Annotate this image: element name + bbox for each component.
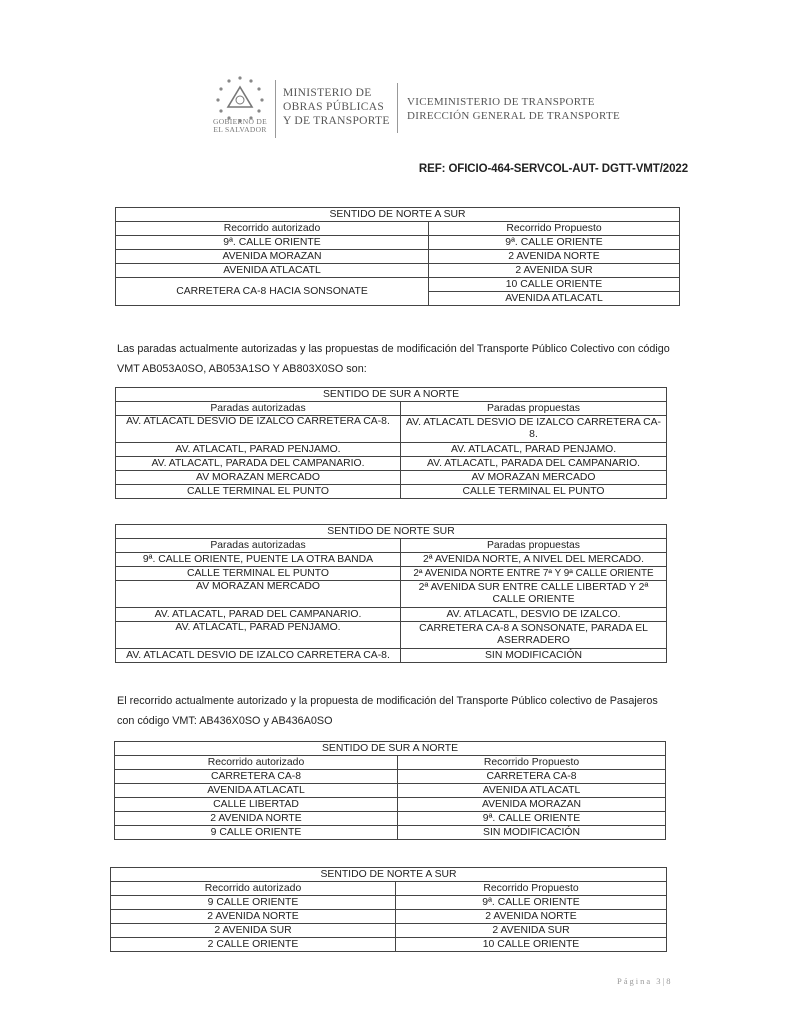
table-cell: CARRETERA CA-8	[115, 770, 398, 784]
column-header: Paradas autorizadas	[116, 539, 401, 553]
table-cell: 2 CALLE ORIENTE	[111, 938, 396, 952]
table-cell: AV MORAZAN MERCADO	[116, 471, 401, 485]
table-cell: AV MORAZAN MERCADO	[401, 471, 667, 485]
table-cell: AV. ATLACATL, PARAD PENJAMO.	[116, 443, 401, 457]
table-cell: SIN MODIFICACIÓN	[401, 649, 667, 663]
table-cell: AVENIDA ATLACATL	[115, 784, 398, 798]
column-header: Paradas propuestas	[401, 539, 667, 553]
column-header: Paradas autorizadas	[116, 402, 401, 416]
table-cell: AV. ATLACATL, PARAD PENJAMO.	[401, 443, 667, 457]
route-table-north-south	[115, 207, 680, 306]
table-cell: 10 CALLE ORIENTE	[396, 938, 667, 952]
table-cell: 10 CALLE ORIENTE	[429, 278, 680, 292]
table-cell: 9ª. CALLE ORIENTE	[429, 236, 680, 250]
table-cell: AV. ATLACATL, PARAD DEL CAMPANARIO.	[116, 608, 401, 622]
table-title: SENTIDO DE SUR A NORTE	[115, 742, 666, 756]
table-title: SENTIDO DE NORTE SUR	[116, 525, 667, 539]
table-title: SENTIDO DE SUR A NORTE	[116, 388, 667, 402]
column-header: Recorrido Propuesto	[398, 756, 666, 770]
column-header: Recorrido autorizado	[115, 756, 398, 770]
stops-table-north-south	[115, 524, 667, 663]
table-cell: AV. ATLACATL, PARADA DEL CAMPANARIO.	[116, 457, 401, 471]
column-header: Recorrido autorizado	[111, 882, 396, 896]
table-cell: 2 AVENIDA SUR	[429, 264, 680, 278]
table-cell: AV. ATLACATL, PARAD PENJAMO.	[116, 622, 401, 649]
table-cell: CALLE TERMINAL EL PUNTO	[116, 485, 401, 499]
ministry-name: MINISTERIO DE OBRAS PÚBLICAS Y DE TRANSPORTE	[283, 87, 390, 127]
table-cell: AV. ATLACATL DESVIO DE IZALCO CARRETERA CA-8.	[116, 416, 401, 443]
table-title: SENTIDO DE NORTE A SUR	[116, 208, 680, 222]
table-cell: AVENIDA ATLACATL	[398, 784, 666, 798]
table-cell: AV. ATLACATL, DESVIO DE IZALCO.	[401, 608, 667, 622]
table-cell: AVENIDA MORAZAN	[398, 798, 666, 812]
column-header: Recorrido autorizado	[116, 222, 429, 236]
table-cell: AVENIDA ATLACATL	[429, 292, 680, 306]
table-cell: 9ª. CALLE ORIENTE	[398, 812, 666, 826]
table-cell: 9 CALLE ORIENTE	[115, 826, 398, 840]
paragraph: Las paradas actualmente autorizadas y las propuestas de modificación del Transporte Público Colectivo con código VMT AB053A0SO, AB053A1SO Y AB803X0SO son:	[117, 343, 670, 375]
table-cell: CALLE TERMINAL EL PUNTO	[116, 567, 401, 581]
table-cell: 2ª AVENIDA NORTE, A NIVEL DEL MERCADO.	[401, 553, 667, 567]
table-cell: SIN MODIFICACIÓN	[398, 826, 666, 840]
table-cell: CARRETERA CA-8 A SONSONATE, PARADA EL ASERRADERO	[401, 622, 667, 649]
table-cell: 2ª AVENIDA NORTE ENTRE 7ª Y 9ª CALLE ORIENTE	[401, 567, 667, 581]
header-divider	[275, 80, 276, 138]
table-cell: AV. ATLACATL DESVIO DE IZALCO CARRETERA CA-8.	[116, 649, 401, 663]
government-label: GOBIERNO DE EL SALVADOR	[213, 117, 267, 134]
table-cell: 2 AVENIDA SUR	[111, 924, 396, 938]
column-header: Recorrido Propuesto	[429, 222, 680, 236]
table-cell: 2 AVENIDA NORTE	[396, 910, 667, 924]
table-cell: CALLE LIBERTAD	[115, 798, 398, 812]
table-cell: AVENIDA MORAZAN	[116, 250, 429, 264]
table-cell: 2 AVENIDA NORTE	[111, 910, 396, 924]
table-cell: 2ª AVENIDA SUR ENTRE CALLE LIBERTAD Y 2ª CALLE ORIENTE	[401, 581, 667, 608]
route-table-south-north	[114, 741, 666, 840]
table-cell: AV. ATLACATL, PARADA DEL CAMPANARIO.	[401, 457, 667, 471]
table-cell: 9ª. CALLE ORIENTE, PUENTE LA OTRA BANDA	[116, 553, 401, 567]
table-cell: AV MORAZAN MERCADO	[116, 581, 401, 608]
header-divider	[397, 83, 398, 133]
page-number: Página 3|8	[617, 976, 673, 986]
route-table-north-south-2	[110, 867, 667, 952]
table-cell: AV. ATLACATL DESVIO DE IZALCO CARRETERA CA-8.	[401, 416, 667, 443]
table-cell: 9 CALLE ORIENTE	[111, 896, 396, 910]
column-header: Paradas propuestas	[401, 402, 667, 416]
table-cell: CARRETERA CA-8 HACIA SONSONATE	[116, 278, 429, 306]
column-header: Recorrido Propuesto	[396, 882, 667, 896]
viceministry-name: VICEMINISTERIO DE TRANSPORTE DIRECCIÓN GENERAL DE TRANSPORTE	[407, 96, 621, 122]
table-cell: AVENIDA ATLACATL	[116, 264, 429, 278]
table-cell: 9ª. CALLE ORIENTE	[396, 896, 667, 910]
table-cell: CALLE TERMINAL EL PUNTO	[401, 485, 667, 499]
table-cell: 2 AVENIDA NORTE	[115, 812, 398, 826]
table-cell: CARRETERA CA-8	[398, 770, 666, 784]
paragraph: El recorrido actualmente autorizado y la propuesta de modificación del Transporte Público colectivo de Pasajeros con código VMT: AB436X0SO y AB436A0SO	[117, 695, 658, 727]
table-title: SENTIDO DE NORTE A SUR	[111, 868, 667, 882]
reference-number: REF: OFICIO-464-SERVCOL-AUT- DGTT-VMT/2022	[418, 163, 688, 175]
table-cell: 9ª. CALLE ORIENTE	[116, 236, 429, 250]
table-cell: 2 AVENIDA NORTE	[429, 250, 680, 264]
stops-table-south-north	[115, 387, 667, 499]
table-cell: 2 AVENIDA SUR	[396, 924, 667, 938]
